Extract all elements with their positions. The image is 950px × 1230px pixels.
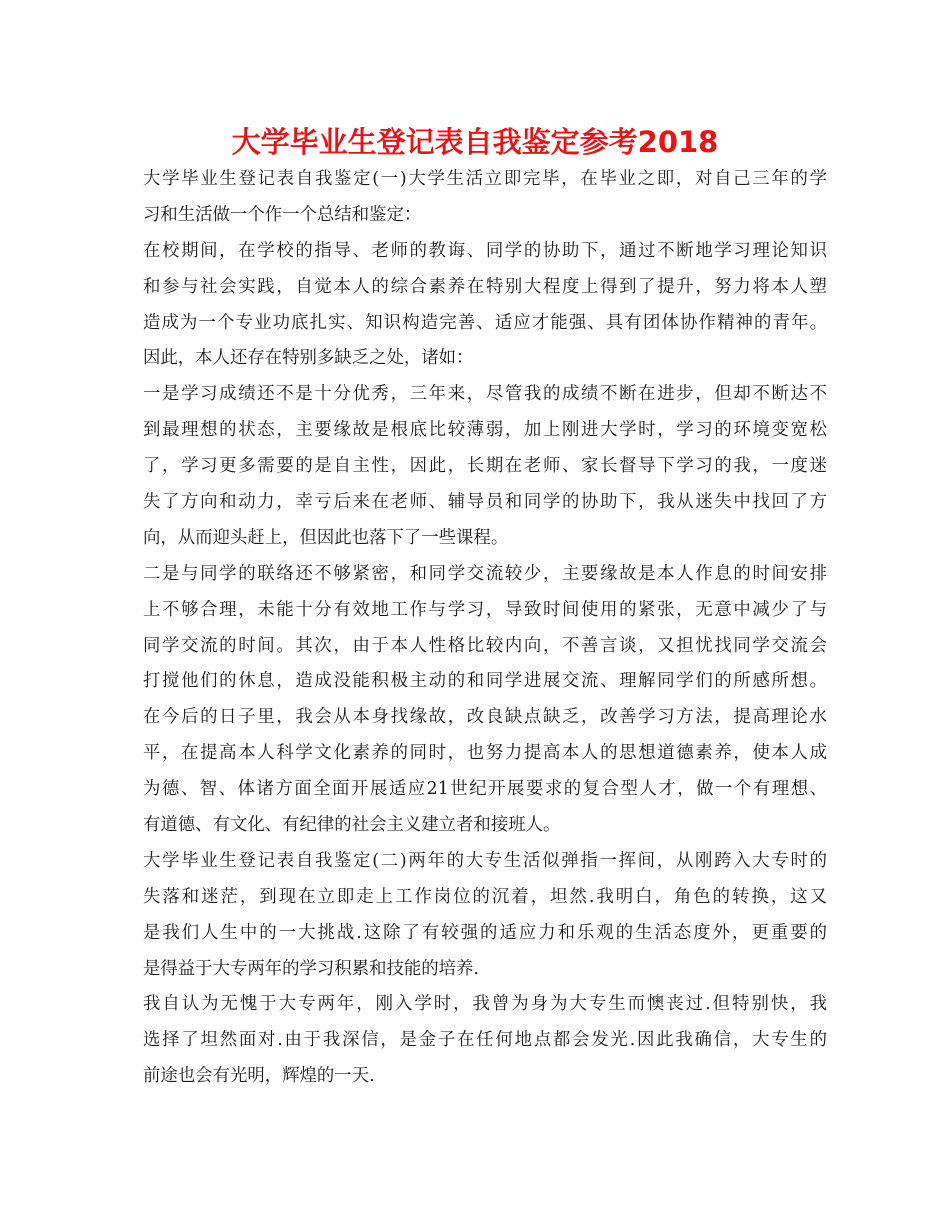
- text-line: 平，在提高本人科学文化素养的同时，也努力提高本人的思想道德素养，使本人成: [143, 743, 827, 764]
- text-line: 因此，本人还存在特别多缺乏之处，诸如：: [143, 348, 474, 369]
- text-line: 和参与社会实践，自觉本人的综合素养在特别大程度上得到了提升，努力将本人塑: [143, 276, 827, 297]
- text-line: 打搅他们的休息，造成没能积极主动的和同学进展交流、理解同学们的所感所想。: [143, 671, 827, 692]
- text-line: 到最理想的状态，主要缘故是根底比较薄弱，加上刚进大学时，学习的环境变宽松: [143, 420, 827, 441]
- text-line: 大学毕业生登记表自我鉴定(一)大学生活立即完毕，在毕业之即，对自己三年的学: [143, 169, 827, 189]
- text-line: 是得益于大专两年的学习积累和技能的培养.: [143, 958, 479, 979]
- text-line: 上不够合理，未能十分有效地工作与学习，导致时间使用的紧张，无意中减少了与: [143, 599, 827, 620]
- text-line: 前途也会有光明，辉煌的一天.: [143, 1066, 375, 1087]
- text-line: 有道德、有文化、有纪律的社会主义建立者和接班人。: [143, 815, 561, 836]
- text-line: 造成为一个专业功底扎实、知识构造完善、适应才能强、具有团体协作精神的青年。: [143, 312, 827, 333]
- text-line: 为德、智、体诸方面全面开展适应21世纪开展要求的复合型人才，做一个有理想、: [143, 779, 827, 800]
- text-line: 是我们人生中的一大挑战.这除了有较强的适应力和乐观的生活态度外，更重要的: [143, 922, 827, 943]
- text-line: 在今后的日子里，我会从本身找缘故，改良缺点缺乏，改善学习方法，提高理论水: [143, 707, 827, 728]
- text-line: 大学毕业生登记表自我鉴定(二)两年的大专生活似弹指一挥间，从刚跨入大专时的: [143, 850, 827, 871]
- text-line: 失落和迷茫，到现在立即走上工作岗位的沉着，坦然.我明白，角色的转换，这又: [143, 886, 827, 907]
- text-line: 在校期间，在学校的指导、老师的教诲、同学的协助下，通过不断地学习理论知识: [143, 240, 827, 261]
- text-line: 了，学习更多需要的是自主性，因此，长期在老师、家长督导下学习的我，一度迷: [143, 456, 827, 477]
- text-line: 选择了坦然面对.由于我深信，是金子在任何地点都会发光.因此我确信，大专生的: [143, 1030, 827, 1051]
- document-body: [143, 162, 827, 1095]
- text-line: 同学交流的时间。其次，由于本人性格比较内向，不善言谈，又担忧找同学交流会: [143, 635, 827, 656]
- text-line: 我自认为无愧于大专两年，刚入学时，我曾为身为大专生而懊丧过.但特别快，我: [143, 994, 827, 1015]
- document-title: 大学毕业生登记表自我鉴定参考2018: [231, 125, 719, 159]
- text-line: 向，从而迎头赶上，但因此也落下了一些课程。: [143, 527, 509, 548]
- text-line: 习和生活做一个作一个总结和鉴定：: [143, 204, 422, 225]
- text-line: 失了方向和动力，幸亏后来在老师、辅导员和同学的协助下，我从迷失中找回了方: [143, 492, 827, 513]
- text-line: 一是学习成绩还不是十分优秀，三年来，尽管我的成绩不断在进步，但却不断达不: [143, 384, 827, 405]
- text-line: 二是与同学的联络还不够紧密，和同学交流较少，主要缘故是本人作息的时间安排: [143, 563, 827, 584]
